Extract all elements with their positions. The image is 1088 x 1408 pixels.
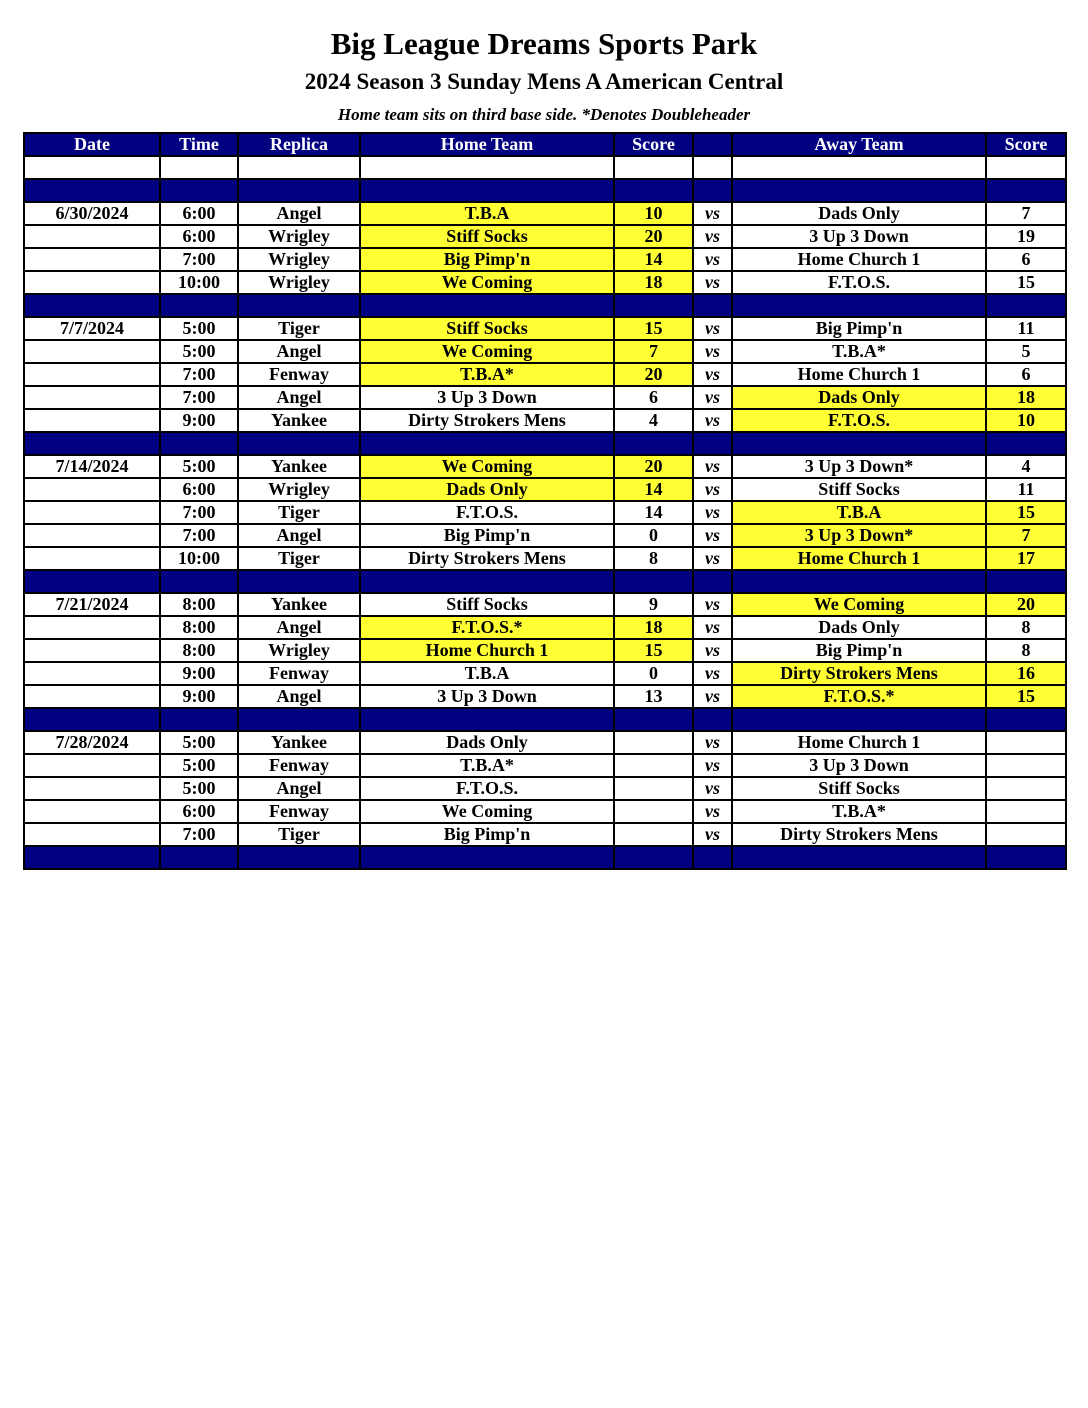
game-time: 6:00	[160, 478, 238, 501]
week-separator	[24, 708, 1066, 731]
game-date	[24, 363, 160, 386]
empty-cell	[160, 179, 238, 202]
home-team: Big Pimp'n	[360, 524, 614, 547]
header-row	[24, 133, 1066, 156]
game-row	[24, 363, 1066, 386]
away-team: T.B.A*	[732, 800, 986, 823]
empty-cell	[732, 708, 986, 731]
game-row	[24, 823, 1066, 846]
away-score: 7	[986, 524, 1066, 547]
home-team: Stiff Socks	[360, 593, 614, 616]
empty-cell	[986, 846, 1066, 869]
game-date	[24, 754, 160, 777]
home-team: Dads Only	[360, 478, 614, 501]
game-date	[24, 777, 160, 800]
versus-label: vs	[693, 547, 732, 570]
empty-cell	[986, 156, 1066, 179]
empty-cell	[238, 432, 360, 455]
home-score: 9	[614, 593, 693, 616]
game-replica: Fenway	[238, 754, 360, 777]
away-score: 5	[986, 340, 1066, 363]
away-score: 15	[986, 685, 1066, 708]
game-row	[24, 455, 1066, 478]
empty-cell	[614, 432, 693, 455]
empty-cell	[160, 294, 238, 317]
empty-cell	[160, 156, 238, 179]
week-separator	[24, 846, 1066, 869]
home-team: T.B.A	[360, 202, 614, 225]
game-time: 8:00	[160, 616, 238, 639]
column-header	[693, 133, 732, 156]
game-row	[24, 524, 1066, 547]
week-separator	[24, 179, 1066, 202]
versus-label: vs	[693, 639, 732, 662]
home-score: 14	[614, 248, 693, 271]
game-replica: Tiger	[238, 501, 360, 524]
column-header: Date	[24, 133, 160, 156]
away-team: Dirty Strokers Mens	[732, 823, 986, 846]
versus-label: vs	[693, 386, 732, 409]
game-row	[24, 202, 1066, 225]
column-header: Score	[986, 133, 1066, 156]
empty-cell	[24, 432, 160, 455]
home-score: 10	[614, 202, 693, 225]
home-team: We Coming	[360, 340, 614, 363]
home-team: F.T.O.S.*	[360, 616, 614, 639]
game-time: 7:00	[160, 524, 238, 547]
versus-label: vs	[693, 271, 732, 294]
week-separator	[24, 432, 1066, 455]
empty-cell	[24, 846, 160, 869]
away-team: 3 Up 3 Down	[732, 754, 986, 777]
away-score: 8	[986, 616, 1066, 639]
empty-cell	[238, 294, 360, 317]
away-score: 11	[986, 317, 1066, 340]
game-date	[24, 409, 160, 432]
empty-cell	[693, 156, 732, 179]
empty-cell	[614, 846, 693, 869]
empty-cell	[238, 846, 360, 869]
away-team: F.T.O.S.	[732, 271, 986, 294]
game-time: 5:00	[160, 754, 238, 777]
game-date: 7/7/2024	[24, 317, 160, 340]
home-team: T.B.A*	[360, 754, 614, 777]
game-replica: Yankee	[238, 731, 360, 754]
game-date	[24, 547, 160, 570]
game-replica: Angel	[238, 777, 360, 800]
game-time: 5:00	[160, 340, 238, 363]
away-team: F.T.O.S.*	[732, 685, 986, 708]
home-score: 18	[614, 616, 693, 639]
versus-label: vs	[693, 202, 732, 225]
game-replica: Yankee	[238, 409, 360, 432]
game-time: 7:00	[160, 248, 238, 271]
versus-label: vs	[693, 501, 732, 524]
home-score: 20	[614, 363, 693, 386]
game-date	[24, 524, 160, 547]
empty-cell	[160, 432, 238, 455]
versus-label: vs	[693, 340, 732, 363]
home-score: 15	[614, 317, 693, 340]
game-row	[24, 340, 1066, 363]
game-time: 5:00	[160, 455, 238, 478]
away-team: Home Church 1	[732, 248, 986, 271]
away-score	[986, 731, 1066, 754]
home-score: 8	[614, 547, 693, 570]
game-row	[24, 754, 1066, 777]
home-score: 0	[614, 524, 693, 547]
game-replica: Wrigley	[238, 478, 360, 501]
game-date: 7/28/2024	[24, 731, 160, 754]
away-team: 3 Up 3 Down*	[732, 524, 986, 547]
away-score: 15	[986, 501, 1066, 524]
away-team: Home Church 1	[732, 363, 986, 386]
game-time: 9:00	[160, 685, 238, 708]
home-team: Big Pimp'n	[360, 823, 614, 846]
home-score: 6	[614, 386, 693, 409]
game-replica: Wrigley	[238, 248, 360, 271]
empty-cell	[614, 708, 693, 731]
game-replica: Tiger	[238, 547, 360, 570]
versus-label: vs	[693, 248, 732, 271]
empty-cell	[238, 179, 360, 202]
home-team: We Coming	[360, 455, 614, 478]
home-score: 15	[614, 639, 693, 662]
away-team: Stiff Socks	[732, 777, 986, 800]
game-replica: Yankee	[238, 593, 360, 616]
home-score: 14	[614, 478, 693, 501]
home-score: 20	[614, 455, 693, 478]
game-replica: Angel	[238, 524, 360, 547]
empty-cell	[986, 179, 1066, 202]
game-date	[24, 248, 160, 271]
away-score: 7	[986, 202, 1066, 225]
game-date	[24, 386, 160, 409]
home-team: T.B.A	[360, 662, 614, 685]
game-row	[24, 593, 1066, 616]
game-time: 7:00	[160, 823, 238, 846]
away-score	[986, 800, 1066, 823]
game-time: 9:00	[160, 662, 238, 685]
home-score: 18	[614, 271, 693, 294]
empty-cell	[614, 179, 693, 202]
game-row	[24, 501, 1066, 524]
home-score: 13	[614, 685, 693, 708]
home-score	[614, 800, 693, 823]
column-header: Time	[160, 133, 238, 156]
game-time: 5:00	[160, 777, 238, 800]
empty-cell	[360, 179, 614, 202]
column-header: Score	[614, 133, 693, 156]
away-team: Big Pimp'n	[732, 317, 986, 340]
game-row	[24, 225, 1066, 248]
empty-cell	[360, 156, 614, 179]
empty-cell	[160, 846, 238, 869]
game-replica: Fenway	[238, 662, 360, 685]
empty-cell	[360, 708, 614, 731]
game-row	[24, 662, 1066, 685]
away-team: Stiff Socks	[732, 478, 986, 501]
away-team: F.T.O.S.	[732, 409, 986, 432]
away-score	[986, 754, 1066, 777]
game-time: 7:00	[160, 386, 238, 409]
versus-label: vs	[693, 409, 732, 432]
home-team: Home Church 1	[360, 639, 614, 662]
game-replica: Fenway	[238, 363, 360, 386]
game-date	[24, 225, 160, 248]
game-row	[24, 777, 1066, 800]
empty-cell	[693, 179, 732, 202]
away-team: T.B.A*	[732, 340, 986, 363]
game-row	[24, 317, 1066, 340]
versus-label: vs	[693, 593, 732, 616]
empty-cell	[732, 846, 986, 869]
page-subtitle: 2024 Season 3 Sunday Mens A American Central	[304, 69, 784, 94]
game-time: 8:00	[160, 639, 238, 662]
column-header: Away Team	[732, 133, 986, 156]
home-team: Big Pimp'n	[360, 248, 614, 271]
versus-label: vs	[693, 662, 732, 685]
game-replica: Angel	[238, 386, 360, 409]
game-date	[24, 616, 160, 639]
home-team: 3 Up 3 Down	[360, 386, 614, 409]
empty-cell	[360, 432, 614, 455]
column-header: Replica	[238, 133, 360, 156]
game-row	[24, 616, 1066, 639]
game-replica: Angel	[238, 685, 360, 708]
empty-cell	[24, 179, 160, 202]
away-team: Home Church 1	[732, 731, 986, 754]
game-date	[24, 340, 160, 363]
away-score: 11	[986, 478, 1066, 501]
empty-cell	[24, 156, 160, 179]
game-time: 9:00	[160, 409, 238, 432]
empty-cell	[693, 294, 732, 317]
versus-label: vs	[693, 225, 732, 248]
empty-cell	[732, 432, 986, 455]
game-time: 8:00	[160, 593, 238, 616]
home-score	[614, 823, 693, 846]
away-score: 8	[986, 639, 1066, 662]
away-score: 20	[986, 593, 1066, 616]
home-score: 7	[614, 340, 693, 363]
versus-label: vs	[693, 363, 732, 386]
game-row	[24, 478, 1066, 501]
game-row	[24, 685, 1066, 708]
game-time: 7:00	[160, 501, 238, 524]
home-team: F.T.O.S.	[360, 777, 614, 800]
empty-cell	[614, 156, 693, 179]
empty-cell	[360, 294, 614, 317]
versus-label: vs	[693, 777, 732, 800]
home-score: 4	[614, 409, 693, 432]
game-replica: Angel	[238, 340, 360, 363]
away-team: We Coming	[732, 593, 986, 616]
home-team: Dirty Strokers Mens	[360, 409, 614, 432]
game-date	[24, 501, 160, 524]
game-row	[24, 731, 1066, 754]
game-time: 7:00	[160, 363, 238, 386]
schedule-note: Home team sits on third base side. *Denotes Doubleheader	[337, 105, 751, 124]
home-score: 0	[614, 662, 693, 685]
game-replica: Angel	[238, 202, 360, 225]
game-time: 5:00	[160, 317, 238, 340]
game-row	[24, 248, 1066, 271]
empty-cell	[360, 570, 614, 593]
home-team: T.B.A*	[360, 363, 614, 386]
game-date: 7/14/2024	[24, 455, 160, 478]
game-time: 6:00	[160, 800, 238, 823]
game-replica: Tiger	[238, 823, 360, 846]
empty-cell	[693, 846, 732, 869]
away-team: 3 Up 3 Down*	[732, 455, 986, 478]
game-row	[24, 386, 1066, 409]
game-date	[24, 823, 160, 846]
empty-cell	[986, 708, 1066, 731]
empty-cell	[360, 846, 614, 869]
away-team: Dads Only	[732, 386, 986, 409]
game-replica: Fenway	[238, 800, 360, 823]
away-score: 6	[986, 363, 1066, 386]
empty-cell	[614, 570, 693, 593]
away-score: 10	[986, 409, 1066, 432]
away-score	[986, 823, 1066, 846]
away-team: T.B.A	[732, 501, 986, 524]
away-score: 15	[986, 271, 1066, 294]
empty-cell	[693, 708, 732, 731]
schedule-table	[23, 132, 1067, 870]
home-team: Stiff Socks	[360, 225, 614, 248]
empty-cell	[24, 708, 160, 731]
empty-cell	[24, 570, 160, 593]
game-date	[24, 478, 160, 501]
game-row	[24, 271, 1066, 294]
page-title: Big League Dreams Sports Park	[330, 26, 758, 61]
home-score: 20	[614, 225, 693, 248]
game-date: 7/21/2024	[24, 593, 160, 616]
empty-cell	[160, 570, 238, 593]
versus-label: vs	[693, 478, 732, 501]
game-replica: Wrigley	[238, 225, 360, 248]
game-row	[24, 639, 1066, 662]
empty-cell	[238, 708, 360, 731]
home-score: 14	[614, 501, 693, 524]
empty-cell	[732, 156, 986, 179]
empty-cell	[986, 432, 1066, 455]
home-team: We Coming	[360, 271, 614, 294]
empty-cell	[986, 294, 1066, 317]
game-replica: Yankee	[238, 455, 360, 478]
game-time: 6:00	[160, 225, 238, 248]
away-score: 17	[986, 547, 1066, 570]
away-score: 6	[986, 248, 1066, 271]
empty-cell	[732, 294, 986, 317]
empty-cell	[732, 570, 986, 593]
home-team: Dirty Strokers Mens	[360, 547, 614, 570]
blank-row	[24, 156, 1066, 179]
empty-cell	[614, 294, 693, 317]
home-team: We Coming	[360, 800, 614, 823]
empty-cell	[238, 156, 360, 179]
away-team: Home Church 1	[732, 547, 986, 570]
versus-label: vs	[693, 616, 732, 639]
empty-cell	[160, 708, 238, 731]
game-date	[24, 685, 160, 708]
game-time: 10:00	[160, 271, 238, 294]
empty-cell	[732, 179, 986, 202]
game-replica: Tiger	[238, 317, 360, 340]
game-row	[24, 800, 1066, 823]
away-team: Big Pimp'n	[732, 639, 986, 662]
game-replica: Wrigley	[238, 639, 360, 662]
home-team: F.T.O.S.	[360, 501, 614, 524]
home-team: Dads Only	[360, 731, 614, 754]
empty-cell	[693, 432, 732, 455]
away-team: 3 Up 3 Down	[732, 225, 986, 248]
game-replica: Angel	[238, 616, 360, 639]
game-time: 10:00	[160, 547, 238, 570]
game-time: 5:00	[160, 731, 238, 754]
game-row	[24, 547, 1066, 570]
game-date	[24, 662, 160, 685]
empty-cell	[693, 570, 732, 593]
empty-cell	[238, 570, 360, 593]
away-score: 18	[986, 386, 1066, 409]
versus-label: vs	[693, 317, 732, 340]
home-score	[614, 731, 693, 754]
game-date	[24, 639, 160, 662]
versus-label: vs	[693, 524, 732, 547]
versus-label: vs	[693, 754, 732, 777]
game-replica: Wrigley	[238, 271, 360, 294]
away-score: 19	[986, 225, 1066, 248]
week-separator	[24, 294, 1066, 317]
home-score	[614, 754, 693, 777]
week-separator	[24, 570, 1066, 593]
game-row	[24, 409, 1066, 432]
home-score	[614, 777, 693, 800]
versus-label: vs	[693, 455, 732, 478]
away-team: Dirty Strokers Mens	[732, 662, 986, 685]
away-score	[986, 777, 1066, 800]
empty-cell	[24, 294, 160, 317]
home-team: Stiff Socks	[360, 317, 614, 340]
away-score: 16	[986, 662, 1066, 685]
home-team: 3 Up 3 Down	[360, 685, 614, 708]
game-time: 6:00	[160, 202, 238, 225]
game-date	[24, 800, 160, 823]
versus-label: vs	[693, 731, 732, 754]
empty-cell	[986, 570, 1066, 593]
game-date: 6/30/2024	[24, 202, 160, 225]
game-date	[24, 271, 160, 294]
away-team: Dads Only	[732, 202, 986, 225]
column-header: Home Team	[360, 133, 614, 156]
versus-label: vs	[693, 800, 732, 823]
versus-label: vs	[693, 823, 732, 846]
versus-label: vs	[693, 685, 732, 708]
away-team: Dads Only	[732, 616, 986, 639]
away-score: 4	[986, 455, 1066, 478]
